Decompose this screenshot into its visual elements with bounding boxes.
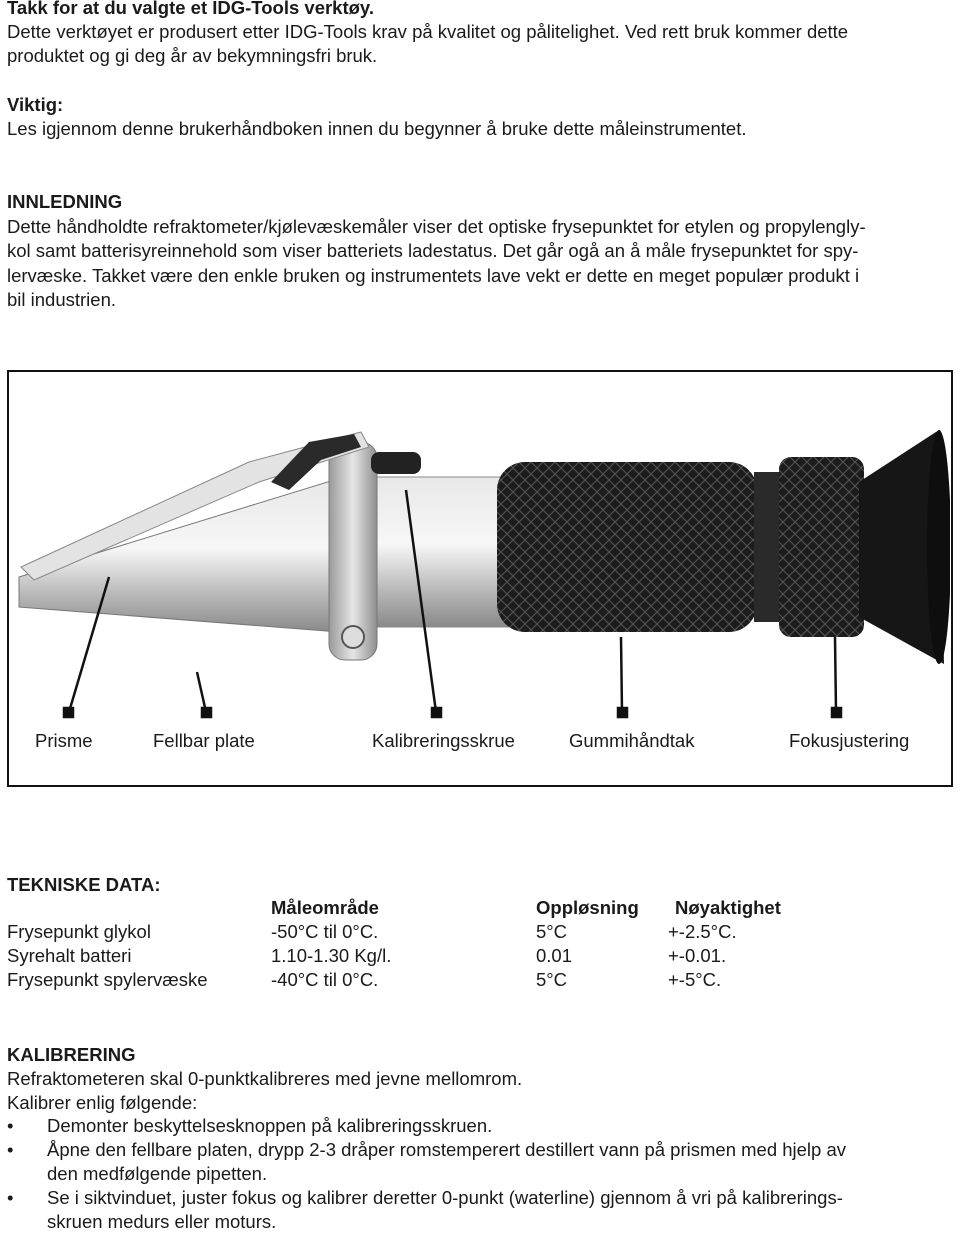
important-text: Les igjennom denne brukerhåndboken innen du begynner å bruke dette måleinstrumentet. — [7, 118, 747, 139]
column-header: Oppløsning — [536, 897, 639, 918]
table-cell: Syrehalt batteri — [7, 945, 132, 966]
label-prism: Prisme — [35, 730, 93, 751]
bullet-icon: • — [7, 1187, 14, 1208]
bullet-icon: • — [7, 1115, 14, 1136]
table-cell: 5°C — [536, 969, 568, 990]
column-header: Måleområde — [271, 897, 379, 918]
table-cell: -50°C til 0°C. — [271, 921, 379, 942]
introduction-line: Dette håndholdte refraktometer/kjølevæskemåler viser det optiske frysepunktet for etylen og propylengly- — [7, 216, 866, 237]
label-rubber-grip: Gummihåndtak — [569, 730, 695, 751]
bullet-icon: • — [7, 1139, 14, 1160]
table-cell: +-0.01. — [668, 945, 727, 966]
table-cell: -40°C til 0°C. — [271, 969, 379, 990]
intro-line: produktet og gi deg år av bekymningsfri bruk. — [7, 45, 378, 66]
label-cover-plate: Fellbar plate — [153, 730, 255, 751]
table-cell: Frysepunkt spylervæske — [7, 969, 208, 990]
refractometer-illustration — [9, 372, 950, 784]
specs-table — [7, 896, 835, 992]
calibration-heading: KALIBRERING — [7, 1044, 136, 1065]
table-row — [7, 968, 835, 992]
intro-heading: Takk for at du valgte et IDG-Tools verktøy. — [7, 0, 374, 18]
table-row — [7, 944, 835, 968]
introduction-heading: INNLEDNING — [7, 191, 123, 212]
calibration-line: Kalibrer enlig følgende: — [7, 1092, 198, 1113]
specs-heading: TEKNISKE DATA: — [7, 874, 161, 895]
refractometer-figure — [7, 370, 953, 787]
table-cell: +-5°C. — [668, 969, 722, 990]
list-item: • Demonter beskyttelsesknoppen på kalibreringsskruen. — [7, 1115, 493, 1136]
introduction-line: lervæske. Takket være den enkle bruken og instrumentets lave vekt er dette en meget populær produkt i — [7, 265, 860, 286]
table-row — [7, 920, 835, 944]
list-item: • Se i siktvinduet, juster fokus og kalibrer deretter 0-punkt (waterline) gjennom å vri på kalibrerings- skruen medurs eller moturs. — [7, 1187, 843, 1232]
important-label: Viktig: — [7, 94, 64, 115]
list-item: • Åpne den fellbare platen, drypp 2-3 dråper romstemperert destillert vann på prismen med hjelp av den medfølgende pipetten. — [7, 1139, 847, 1184]
label-focus: Fokusjustering — [789, 730, 910, 751]
table-cell: 1.10-1.30 Kg/l. — [271, 945, 392, 966]
label-calibration-screw: Kalibreringsskrue — [372, 730, 515, 751]
introduction-line: kol samt batterisyreinnehold som viser batteriets ladestatus. Det går ogå an å måle frysepunktet for spy- — [7, 240, 859, 261]
table-cell: Frysepunkt glykol — [7, 921, 151, 942]
calibration-line: Refraktometeren skal 0-punktkalibreres med jevne mellomrom. — [7, 1068, 523, 1089]
table-cell: +-2.5°C. — [668, 921, 737, 942]
table-header-row — [7, 896, 835, 920]
introduction-line: bil industrien. — [7, 289, 117, 310]
intro-line: Dette verktøyet er produsert etter IDG-Tools krav på kvalitet og pålitelighet. Ved rett bruk kommer dette — [7, 21, 849, 42]
table-cell: 5°C — [536, 921, 568, 942]
column-header: Nøyaktighet — [675, 897, 781, 918]
table-cell: 0.01 — [536, 945, 573, 966]
calibration-steps — [7, 1114, 937, 1234]
